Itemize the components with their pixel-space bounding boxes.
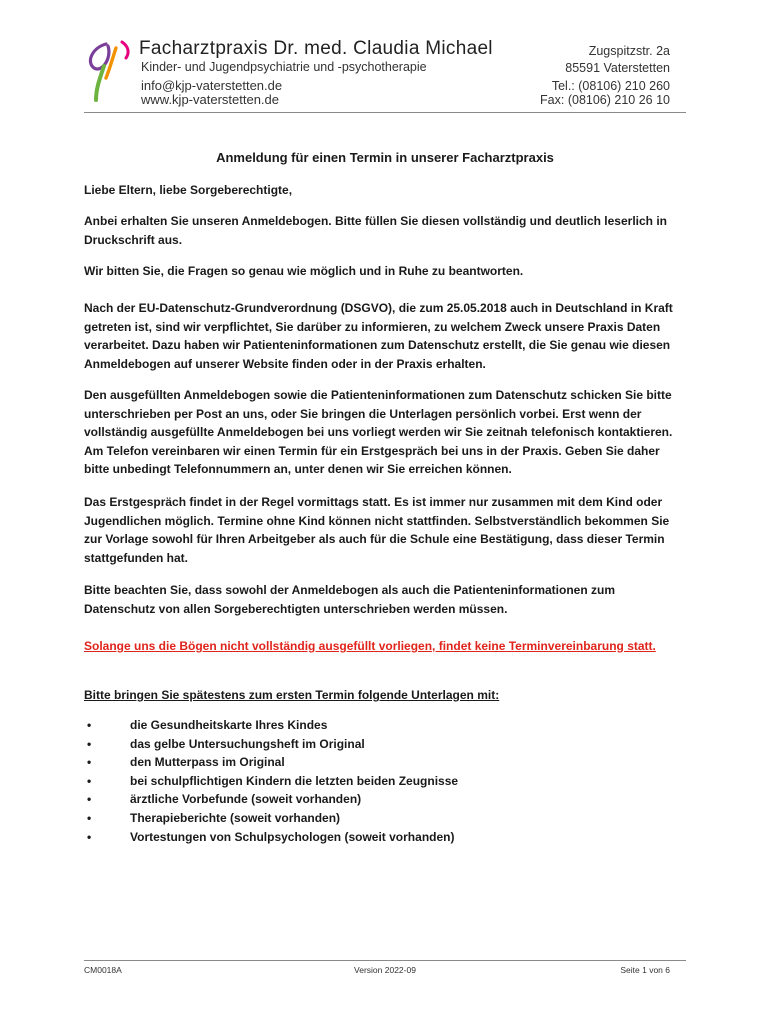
practice-name: Facharztpraxis Dr. med. Claudia Michael: [139, 38, 493, 59]
paragraph-first-appointment: Das Erstgespräch findet in der Regel vormittags statt. Es ist immer nur zusammen mit dem Kind oder Jugendlichen möglich. Termine ohne Kind können nicht stattfinden. Selbstverständlich bekommen Sie zur Vorlage sowohl für Ihren Arbeitgeber als auch für die Schule eine Bestätigung, dass dieser Termin stattgefunden hat.: [84, 495, 670, 565]
list-item: • Therapieberichte (soweit vorhanden): [84, 809, 688, 828]
list-item: • das gelbe Untersuchungsheft im Original: [84, 735, 688, 754]
bullet-icon: •: [87, 736, 92, 751]
warning-notice: Solange uns die Bögen nicht vollständig ausgefüllt vorliegen, findet keine Terminvereinbarung statt.: [84, 639, 656, 653]
practice-subtitle: Kinder- und Jugendpsychiatrie und -psychotherapie: [141, 60, 427, 74]
bullet-icon: •: [87, 810, 92, 825]
documents-heading: Bitte bringen Sie spätestens zum ersten Termin folgende Unterlagen mit:: [84, 688, 500, 702]
contact-website: www.kjp-vaterstetten.de: [141, 92, 280, 107]
bullet-icon: •: [87, 829, 92, 844]
paragraph-answer-carefully: Wir bitten Sie, die Fragen so genau wie möglich und in Ruhe zu beantworten.: [84, 264, 524, 278]
paragraph-submission: Den ausgefüllten Anmeldebogen sowie die Patienteninformationen zum Datenschutz schicken Sie bitte unterschrieben per Post an uns, oder Sie bringen die Unterlagen persönlich vorbei. Erst wenn der vollständig ausgefüllte Anmeldebogen bei uns vorliegt werden wir Sie zeitnah telefonisch kontaktieren. Am Telefon vereinbaren wir einen Termin für ein Erstgespräch bei uns in der Praxis. Geben Sie daher bitte unbedingt Telefonnummern an, unter denen wir Sie erreichen können.: [84, 388, 673, 477]
list-item: • die Gesundheitskarte Ihres Kindes: [84, 716, 688, 735]
document-version: Version 2022-09: [354, 965, 416, 975]
contact-fax: Fax: (08106) 210 26 10: [540, 93, 670, 107]
footer-divider: [84, 960, 686, 961]
bullet-icon: •: [87, 755, 92, 770]
contact-phone: Tel.: (08106) 210 260: [551, 79, 670, 93]
greeting: Liebe Eltern, liebe Sorgeberechtigte,: [84, 183, 293, 197]
bullet-icon: •: [87, 792, 92, 807]
paragraph-signatures: Bitte beachten Sie, dass sowohl der Anmeldebogen als auch die Patienteninformationen zum Datenschutz von allen Sorgeberechtigten unterschrieben werden müssen.: [84, 583, 615, 616]
list-item: • Vortestungen von Schulpsychologen (soweit vorhanden): [84, 828, 688, 847]
address-city: 85591 Vaterstetten: [565, 61, 670, 75]
practice-logo: [82, 38, 134, 104]
paragraph-dsgvo: Nach der EU-Datenschutz-Grundverordnung (DSGVO), die zum 25.05.2018 auch in Deutschland in Kraft getreten ist, sind wir verpflichtet, Sie darüber zu informieren, zu welchem Zweck unsere Praxis Daten verarbeitet. Dazu haben wir Patienteninformationen zum Datenschutz erstellt, die Sie genau wie diesen Anmeldebogen auf unserer Website finden oder in der Praxis erhalten.: [84, 301, 673, 371]
paragraph-instructions: Anbei erhalten Sie unseren Anmeldebogen. Bitte füllen Sie diesen vollständig und deutlich leserlich in Druckschrift aus.: [84, 214, 667, 247]
list-item: • bei schulpflichtigen Kindern die letzten beiden Zeugnisse: [84, 772, 688, 791]
page-number: Seite 1 von 6: [620, 965, 670, 975]
list-item: • ärztliche Vorbefunde (soweit vorhanden): [84, 790, 688, 809]
documents-list: [84, 716, 688, 846]
document-code: CM0018A: [84, 965, 122, 975]
contact-email: info@kjp-vaterstetten.de: [141, 78, 283, 93]
page-title: Anmeldung für einen Termin in unserer Facharztpraxis: [216, 150, 554, 165]
bullet-icon: •: [87, 773, 92, 788]
bullet-icon: •: [87, 718, 92, 732]
list-item: • den Mutterpass im Original: [84, 753, 688, 772]
header-divider: [84, 112, 686, 113]
address-street: Zugspitzstr. 2a: [588, 44, 670, 58]
